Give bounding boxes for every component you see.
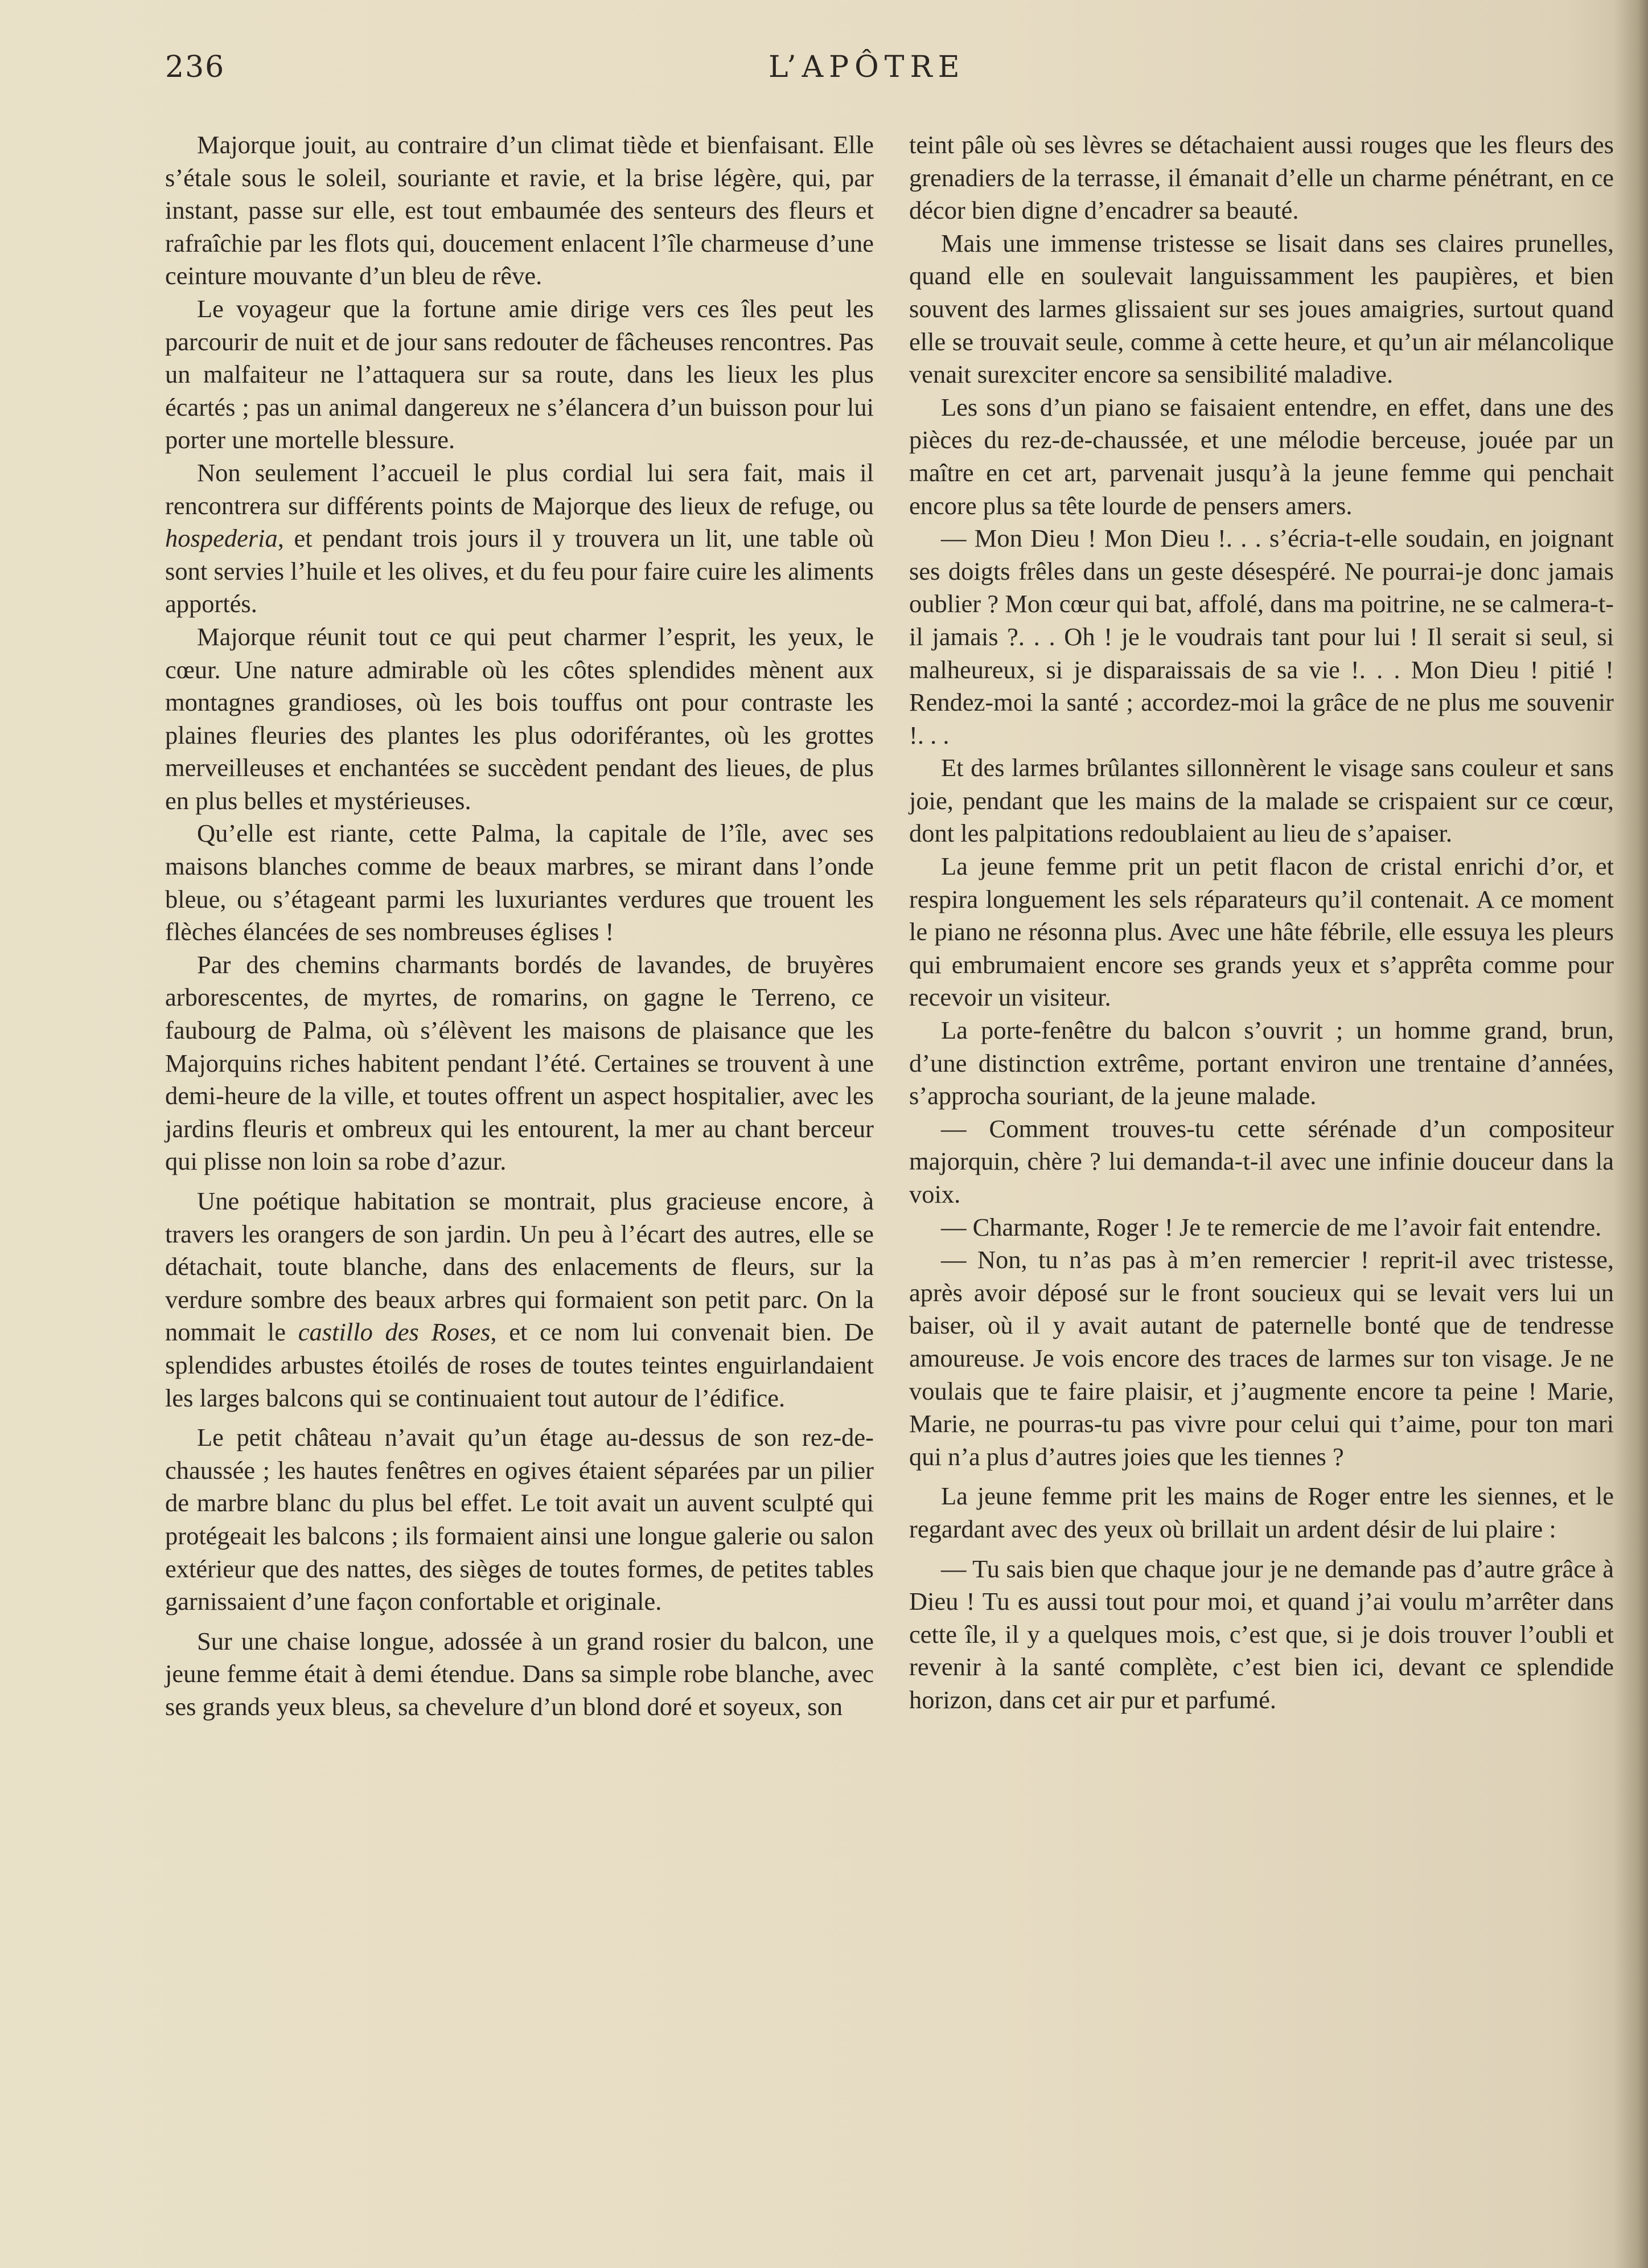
paragraph: La porte-fenêtre du balcon s’ouvrit ; un homme grand, brun, d’une distinction extrême, portant environ une trentaine d’années, s’approcha souriant, de la jeune malade. (909, 1016, 1614, 1110)
paragraph (165, 457, 874, 621)
italic-term: hospederia (165, 524, 278, 553)
left-column (165, 129, 874, 1724)
paragraph-text: , et pendant trois jours il y trouvera un lit, une table où sont servies l’huile et les olives, et du feu pour faire cuire les aliments apportés. (165, 524, 874, 618)
running-title: L’APÔTRE (768, 50, 965, 84)
paragraph: Les sons d’un piano se faisaient entendre, en effet, dans une des pièces du rez-de-chaussée, et une mélodie berceuse, jouée par un maître en cet art, parvenait jusqu’à la jeune femme qui penchait encore plus sa tête lourde de pensers amers. (909, 392, 1614, 520)
paragraph: Par des chemins charmants bordés de lavandes, de bruyères arborescentes, de myrtes, de romarins, on gagne le Terreno, ce faubourg de Palma, où s’élèvent les maisons de plaisance que les Majorquins riches habitent pendant l’été. Certaines se trouvent à une demi-heure de la ville, et toutes offrent un aspect hospitalier, avec les jardins fleuris et ombreux qui les entourent, la mer au chant berceur qui plisse non loin sa robe d’azur. (165, 950, 874, 1176)
paragraph: Mais une immense tristesse se lisait dans ses claires prunelles, quand elle en soulevait languissamment les paupières, et bien souvent des larmes glissaient sur ses joues amaigries, surtout quand elle se trouvait seule, comme à cette heure, et qu’un air mélancolique venait surexciter encore sa sensibilité maladive. (909, 228, 1614, 389)
page-header (0, 50, 1648, 96)
paragraph: Le petit château n’avait qu’un étage au-dessus de son rez-de-chaussée ; les hautes fenêtres en ogives étaient séparées par un pilier de marbre blanc du plus bel effet. Le toit avait un auvent sculpté qui protégeait les balcons ; ils formaient ainsi une longue galerie ou salon extérieur que des nattes, des sièges de toutes formes, de petites tables garnissaient d’une façon confortable et originale. (165, 1423, 874, 1616)
paragraph: La jeune femme prit les mains de Roger entre les siennes, et le regardant avec des yeux où brillait un ardent désir de lui plaire : (909, 1482, 1614, 1543)
paragraph: Le voyageur que la fortune amie dirige vers ces îles peut les parcourir de nuit et de jour sans redouter de fâcheuses rencontres. Pas un malfaiteur ne l’attaquera sur sa route, dans les lieux les plus écartés ; pas un animal dangereux ne s’élancera d’un buisson pour lui porter une mortelle blessure. (165, 294, 874, 454)
paragraph: Majorque réunit tout ce qui peut charmer l’esprit, les yeux, le cœur. Une nature admirable où les côtes splendides mènent aux montagnes grandioses, où les bois touffus ont pour contraste les plaines fleuries des plantes les plus odoriférantes, où les grottes merveilleuses et enchantées se succèdent pendant des lieues, de plus en plus belles et mystérieuses. (165, 622, 874, 815)
italic-term: castillo des Roses (298, 1318, 491, 1347)
paragraph: — Charmante, Roger ! Je te remercie de me l’avoir fait entendre. (941, 1212, 1602, 1241)
paragraph-text: Une poétique habitation se montrait, plus gracieuse encore, à travers les orangers de son jardin. Un peu à l’écart des autres, elle se détachait, toute blanche, dans des enlacements de fleurs, sur la verdure sombre des beaux arbres qui formaient son petit parc. On la nommait le (165, 1187, 874, 1347)
paragraph-text: Non seulement l’accueil le plus cordial lui sera fait, mais il rencontrera sur différents points de Majorque des lieux de refuge, ou (165, 458, 874, 520)
paragraph: — Tu sais bien que chaque jour je ne demande pas d’autre grâce à Dieu ! Tu es aussi tout pour moi, et quand j’ai voulu m’arrêter dans cette île, il y a quelques mois, c’est que, si je dois trouver l’oubli et revenir à la santé complète, c’est bien ici, devant ce splendide horizon, dans cet air pur et parfumé. (909, 1554, 1614, 1714)
paragraph: teint pâle où ses lèvres se détachaient aussi rouges que les fleurs des grenadiers de la terrasse, il émanait d’elle un charme pénétrant, en ce décor bien digne d’encadrer sa beauté. (909, 130, 1614, 225)
paragraph (165, 1185, 874, 1414)
paragraph: Sur une chaise longue, adossée à un grand rosier du balcon, une jeune femme était à demi étendue. Dans sa simple robe blanche, avec ses grands yeux bleus, sa chevelure d’un blond doré et soyeux, son (165, 1626, 874, 1721)
paragraph: — Comment trouves-tu cette sérénade d’un compositeur majorquin, chère ? lui demanda-t-il avec une infinie douceur dans la voix. (909, 1114, 1614, 1208)
page-number: 236 (165, 50, 225, 84)
right-column (909, 129, 1614, 1717)
paragraph: Qu’elle est riante, cette Palma, la capitale de l’île, avec ses maisons blanches comme de beaux marbres, se mirant dans l’onde bleue, ou s’étageant parmi les luxuriantes verdures que trouent les flèches élancées de ses nombreuses églises ! (165, 819, 874, 946)
paragraph: Et des larmes brûlantes sillonnèrent le visage sans couleur et sans joie, pendant que les mains de la malade se crispaient sur ce cœur, dont les palpitations redoublaient au lieu de s’apaiser. (909, 753, 1614, 848)
spine-shadow (1614, 0, 1648, 2268)
paragraph: La jeune femme prit un petit flacon de cristal enrichi d’or, et respira longuement les sels réparateurs qu’il contenait. A ce moment le piano ne résonna plus. Avec une hâte fébrile, elle essuya les pleurs qui embrumaient encore ses grands yeux et s’apprêta comme pour recevoir un visiteur. (909, 852, 1614, 1012)
paragraph-text: , et ce nom lui convenait bien. De splendides arbustes étoilés de roses de toutes teintes enguirlandaient les larges balcons qui se continuaient tout autour de l’édifice. (165, 1318, 874, 1412)
paragraph: Majorque jouit, au contraire d’un climat tiède et bienfaisant. Elle s’étale sous le soleil, souriante et ravie, et la brise légère, qui, par instant, passe sur elle, est tout embaumée des senteurs des fleurs et rafraîchie par les flots qui, doucement enlacent l’île charmeuse d’une ceinture mouvante d’un bleu de rêve. (165, 130, 874, 290)
paragraph: — Non, tu n’as pas à m’en remercier ! reprit-il avec tristesse, après avoir déposé sur le front soucieux qui se levait vers lui un baiser, où il y avait autant de paternelle bonté que de tendresse amoureuse. Je vois encore des traces de larmes sur ton visage. Je ne voulais que te faire plaisir, et j’augmente encore ta peine ! Marie, Marie, ne pourras-tu pas vivre pour celui qui t’aime, pour ton mari qui n’a plus d’autres joies que les tiennes ? (909, 1245, 1614, 1471)
paragraph: — Mon Dieu ! Mon Dieu !. . . s’écria-t-elle soudain, en joignant ses doigts frêles dans un geste désespéré. Ne pourrai-je donc jamais oublier ? Mon cœur qui bat, affolé, dans ma poitrine, ne se calmera-t-il jamais ?. . . Oh ! je le voudrais tant pour lui ! Il serait si seul, si malheureux, si je disparaissais de sa vie !. . . Mon Dieu ! pitié ! Rendez-moi la santé ; accordez-moi la grâce de ne plus me souvenir !. . . (909, 524, 1614, 749)
